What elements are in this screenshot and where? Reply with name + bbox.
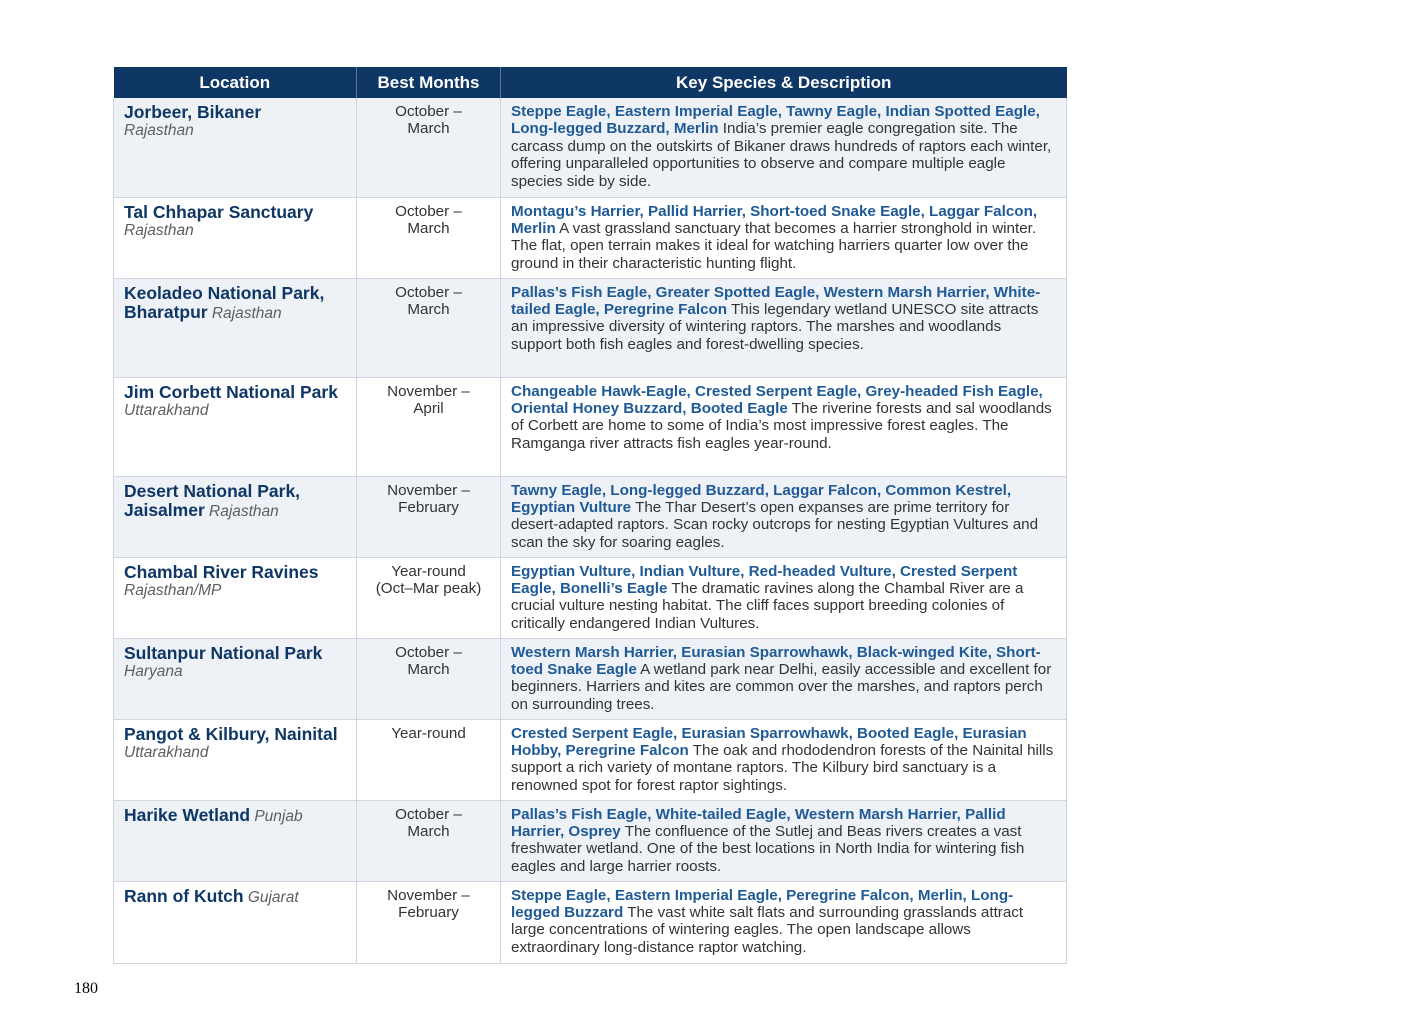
key-species: Changeable Hawk-Eagle, Crested Serpent Eagle, Grey-headed Fish Eagle, Oriental Honey Buzzard, Booted Eagle xyxy=(511,382,1043,417)
location-name: Tal Chhapar Sanctuary xyxy=(124,201,314,222)
best-months-line: Year-round xyxy=(391,562,466,580)
header-row xyxy=(114,67,1067,98)
location-name: Keoladeo National Park, Bharatpur xyxy=(124,282,325,322)
table-row xyxy=(114,557,1067,638)
table-row xyxy=(114,377,1067,476)
table-row xyxy=(114,197,1067,278)
key-species: Tawny Eagle, Long-legged Buzzard, Laggar Falcon, Common Kestrel, Egyptian Vulture xyxy=(511,481,1012,516)
location-region: Rajasthan xyxy=(124,122,194,140)
location-name: Sultanpur National Park xyxy=(124,642,323,663)
location-region: Rajasthan/MP xyxy=(124,581,222,599)
site-description: The Thar Desert’s open expanses are prime territory for desert-adapted raptors. Scan rocky outcrops for nesting Egyptian Vultures and scan the sky for soaring eagles. xyxy=(511,498,1039,551)
species-description-cell xyxy=(501,476,1067,557)
site-description: This legendary wetland UNESCO site attracts an impressive diversity of wintering raptors. The marshes and woodlands support both fish eagles and forest-dwelling species. xyxy=(511,300,1039,353)
location-region: Rajasthan xyxy=(209,502,279,520)
best-months-line: March xyxy=(407,300,450,318)
species-description-cell xyxy=(501,719,1067,800)
table-header xyxy=(114,67,1067,98)
key-species: Steppe Eagle, Eastern Imperial Eagle, Tawny Eagle, Indian Spotted Eagle, Long-legged Buzzard, Merlin xyxy=(511,103,1040,138)
best-months-line: March xyxy=(407,219,450,237)
location-cell xyxy=(114,377,357,476)
species-description-cell xyxy=(501,278,1067,377)
best-months-cell xyxy=(357,800,501,881)
location-region: Uttarakhand xyxy=(124,401,209,419)
location-cell xyxy=(114,881,357,963)
location-name: Pangot & Kilbury, Nainital xyxy=(124,723,338,744)
page-number: 180 xyxy=(74,980,98,997)
best-months-line: November – xyxy=(387,382,470,400)
table-row xyxy=(114,800,1067,881)
site-description: The confluence of the Sutlej and Beas rivers creates a vast freshwater wetland. One of the best locations in North India for wintering fish eagles and large harrier roosts. xyxy=(511,822,1025,875)
species-description-cell xyxy=(501,800,1067,881)
best-months-line: November – xyxy=(387,481,470,499)
best-months-line: October – xyxy=(395,643,462,661)
raptor-sites-table xyxy=(113,67,1067,964)
location-cell xyxy=(114,800,357,881)
site-description: The riverine forests and sal woodlands of Corbett are home to some of India’s most impressive forest eagles. The Ramganga river attracts fish eagles year-round. xyxy=(511,399,1052,452)
location-cell xyxy=(114,719,357,800)
best-months-cell xyxy=(357,278,501,377)
location-cell xyxy=(114,557,357,638)
site-description: India’s premier eagle congregation site. The carcass dump on the outskirts of Bikaner draws hundreds of raptors each winter, offering unparalleled opportunities to observe and compare multiple eagle species side by side. xyxy=(511,120,1052,190)
location-cell xyxy=(114,476,357,557)
site-description: A wetland park near Delhi, easily accessible and excellent for beginners. Harriers and kites are common over the marshes, and raptors perch on surrounding trees. xyxy=(511,660,1052,713)
site-description: The vast white salt flats and surrounding grasslands attract large concentrations of wintering eagles. The open landscape allows extraordinary long-distance raptor watching. xyxy=(511,903,1024,956)
location-region: Uttarakhand xyxy=(124,743,209,761)
location-region: Gujarat xyxy=(247,888,299,906)
best-months-line: Year-round xyxy=(391,724,466,742)
location-region: Haryana xyxy=(124,662,183,680)
location-cell xyxy=(114,278,357,377)
location-name: Rann of Kutch xyxy=(124,885,244,906)
best-months-line: March xyxy=(407,822,450,840)
best-months-line: October – xyxy=(395,202,462,220)
location-region: Punjab xyxy=(254,807,303,825)
species-description-cell xyxy=(501,377,1067,476)
header-location: Location xyxy=(114,67,357,98)
best-months-line: April xyxy=(413,399,444,417)
best-months-cell xyxy=(357,377,501,476)
key-species: Western Marsh Harrier, Eurasian Sparrowhawk, Black-winged Kite, Short-toed Snake Eagle xyxy=(511,643,1041,678)
header-key-species: Key Species & Description xyxy=(501,67,1067,98)
key-species: Montagu’s Harrier, Pallid Harrier, Short-toed Snake Eagle, Laggar Falcon, Merlin xyxy=(511,202,1038,237)
best-months-line: October – xyxy=(395,805,462,823)
best-months-line: October – xyxy=(395,103,462,120)
best-months-line: February xyxy=(398,903,459,921)
species-description-cell xyxy=(501,98,1067,197)
table-row xyxy=(114,98,1067,197)
best-months-line: (Oct–Mar peak) xyxy=(375,579,482,597)
table-body xyxy=(114,98,1067,963)
best-months-cell xyxy=(357,557,501,638)
location-name: Jim Corbett National Park xyxy=(124,381,338,402)
best-months-cell xyxy=(357,881,501,963)
best-months-cell xyxy=(357,719,501,800)
table-row xyxy=(114,278,1067,377)
best-months-line: October – xyxy=(395,283,462,301)
table-row xyxy=(114,881,1067,963)
location-name: Jorbeer, Bikaner xyxy=(124,102,262,122)
site-description: The oak and rhododendron forests of the Nainital hills support a rich variety of montane raptors. The Kilbury bird sanctuary is a renowned spot for forest raptor sightings. xyxy=(511,741,1054,794)
table-row xyxy=(114,476,1067,557)
site-description: A vast grassland sanctuary that becomes a harrier stronghold in winter. The flat, open terrain makes it ideal for watching harriers quarter low over the ground in their characteristic hunting flight. xyxy=(511,219,1037,272)
best-months-cell xyxy=(357,638,501,719)
key-species: Pallas’s Fish Eagle, Greater Spotted Eagle, Western Marsh Harrier, White-tailed Eagle, Peregrine Falcon xyxy=(511,283,1041,318)
best-months-cell xyxy=(357,98,501,197)
location-name: Harike Wetland xyxy=(124,804,251,825)
location-cell xyxy=(114,98,357,197)
best-months-cell xyxy=(357,476,501,557)
best-months-line: March xyxy=(407,660,450,678)
species-description-cell xyxy=(501,557,1067,638)
best-months-line: March xyxy=(407,120,450,138)
key-species: Steppe Eagle, Eastern Imperial Eagle, Peregrine Falcon, Merlin, Long-legged Buzzard xyxy=(511,886,1014,921)
site-description: The dramatic ravines along the Chambal River are a crucial vulture nesting habitat. The cliff faces support breeding colonies of critically endangered Indian Vultures. xyxy=(511,579,1024,632)
best-months-line: November – xyxy=(387,886,470,904)
table-row xyxy=(114,638,1067,719)
species-description-cell xyxy=(501,881,1067,963)
best-months-line: February xyxy=(398,498,459,516)
key-species: Pallas’s Fish Eagle, White-tailed Eagle, Western Marsh Harrier, Pallid Harrier, Osprey xyxy=(511,805,1006,840)
location-cell xyxy=(114,638,357,719)
table-row xyxy=(114,719,1067,800)
location-name: Desert National Park, Jaisalmer xyxy=(124,480,301,520)
location-region: Rajasthan xyxy=(124,221,194,239)
species-description-cell xyxy=(501,197,1067,278)
key-species: Egyptian Vulture, Indian Vulture, Red-headed Vulture, Crested Serpent Eagle, Bonelli’s Eagle xyxy=(511,562,1018,597)
location-name: Chambal River Ravines xyxy=(124,561,319,582)
key-species: Crested Serpent Eagle, Eurasian Sparrowhawk, Booted Eagle, Eurasian Hobby, Peregrine Falcon xyxy=(511,724,1027,759)
header-best-months: Best Months xyxy=(357,67,501,98)
best-months-cell xyxy=(357,197,501,278)
location-region: Rajasthan xyxy=(211,304,282,322)
species-description-cell xyxy=(501,638,1067,719)
location-cell xyxy=(114,197,357,278)
